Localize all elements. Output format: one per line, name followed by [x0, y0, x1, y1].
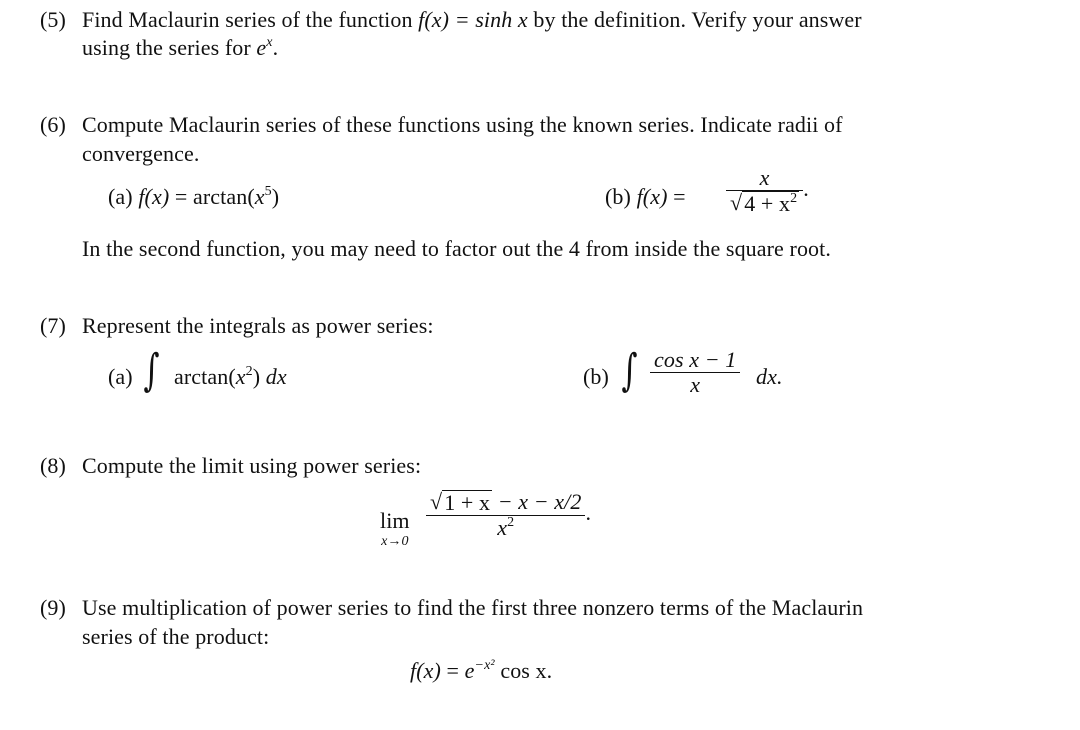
- problem-8-numerator: [426, 490, 585, 515]
- problem-8-lim-word: lim: [380, 508, 410, 533]
- problem-8-den-x: x: [497, 515, 508, 541]
- problem-9-e-sup: −x²: [474, 658, 495, 673]
- problem-6-number: (6): [40, 112, 66, 137]
- integral-icon: ∫: [143, 345, 160, 396]
- problem-9-line-2: series of the product:: [82, 624, 270, 649]
- problem-6a-rhs-x: x: [254, 184, 265, 209]
- problem-7-number: (7): [40, 313, 66, 338]
- problem-8-number: (8): [40, 453, 66, 478]
- problem-9-number: (9): [40, 595, 66, 620]
- problem-5-exp-base: e: [256, 35, 267, 60]
- problem-7a-body: [174, 364, 287, 390]
- problem-6a-eq: =: [174, 184, 188, 209]
- problem-7a-body-x: x: [235, 364, 246, 389]
- problem-6b-label: (b): [605, 184, 631, 209]
- problem-6-part-a: [108, 184, 279, 210]
- problem-9-equation: [410, 658, 552, 684]
- problem-7b-frac: [650, 348, 740, 397]
- problem-8-period: .: [585, 500, 592, 526]
- problem-9-rest: cos x.: [500, 658, 553, 683]
- problem-5-function: f(x) = sinh x: [418, 7, 528, 32]
- problem-7a-body-post: ): [252, 364, 261, 389]
- problem-6-line-1: Compute Maclaurin series of these functions using the known series. Indicate radii of: [82, 112, 843, 137]
- problem-6b-den-sup: 2: [790, 191, 798, 207]
- problem-6b-sqrt-body: [742, 191, 799, 216]
- problem-7b-denominator: x: [690, 372, 701, 398]
- problem-6b-frac: [726, 166, 803, 216]
- problem-7a-dx: dx: [265, 364, 287, 389]
- problem-6b-numerator: x: [759, 165, 770, 190]
- problem-5-text-a: Find Maclaurin series of the function: [82, 7, 419, 32]
- problem-5-text-c: using the series for: [82, 35, 257, 60]
- problem-6b-sqrt: [730, 191, 799, 216]
- problem-8-sqrt: [430, 490, 492, 515]
- problem-6-line-2: convergence.: [82, 141, 200, 166]
- problem-7-line-1: Represent the integrals as power series:: [82, 313, 434, 338]
- problem-5-text-b: by the definition. Verify your answer: [527, 7, 862, 32]
- problem-8-num-rest: − x − x/2: [492, 489, 582, 514]
- problem-7b-label: (b): [583, 364, 609, 389]
- problem-5-period: .: [272, 35, 279, 60]
- problem-8-radicand: 1 + x: [444, 490, 491, 515]
- problem-9-eq: =: [446, 658, 460, 683]
- problem-8-denominator: [493, 516, 518, 540]
- problem-9-lhs: f(x): [410, 658, 441, 683]
- problem-7a-body-pre: arctan(: [174, 364, 236, 389]
- problem-6b-denominator: [726, 191, 803, 216]
- sqrt-icon: √: [730, 190, 743, 216]
- problem-8-line-1: Compute the limit using power series:: [82, 453, 422, 478]
- integral-icon: ∫: [621, 345, 638, 396]
- problem-6a-rhs-post: ): [271, 184, 280, 209]
- problem-6a-lhs: f(x): [138, 184, 170, 209]
- problem-7b-dx: dx.: [756, 364, 783, 389]
- problem-6-note: In the second function, you may need to factor out the 4 from inside the square root.: [82, 236, 831, 261]
- problem-6b-lhs: f(x): [636, 184, 668, 209]
- problem-8-lim-block: [380, 508, 410, 550]
- problem-7b-fraction: [650, 348, 740, 397]
- problem-6b-radicand: 4 + x: [744, 191, 791, 217]
- problem-5-number: (5): [40, 7, 66, 32]
- problem-8-den-sup: 2: [507, 515, 515, 531]
- problem-8-fraction: [426, 490, 591, 540]
- problem-8-frac: [426, 490, 585, 540]
- problem-9-e: e: [464, 658, 475, 683]
- problem-6a-rhs-pre: arctan(: [193, 184, 255, 209]
- problem-5-exp-sup: x: [266, 35, 273, 50]
- problem-7a-label: (a): [108, 364, 133, 389]
- problem-5-line-1: [82, 7, 862, 33]
- problem-6a-rhs-sup: 5: [264, 184, 272, 199]
- problem-7b-numerator: cos x − 1: [654, 347, 737, 372]
- problem-6-part-b-lhs: [605, 184, 686, 210]
- problem-6b-period: .: [803, 176, 809, 202]
- problem-5-line-2: [82, 35, 278, 61]
- problem-7a-body-sup: 2: [245, 364, 253, 379]
- problem-8-lim: [380, 508, 410, 550]
- problem-6a-label: (a): [108, 184, 133, 209]
- problem-6b-eq: =: [673, 184, 686, 209]
- sqrt-icon: √: [430, 489, 443, 514]
- problem-8-lim-sub: x→0: [381, 534, 409, 549]
- problem-9-line-1: Use multiplication of power series to find the first three nonzero terms of the Maclaurin: [82, 595, 864, 620]
- problem-6b-fraction: [726, 166, 809, 216]
